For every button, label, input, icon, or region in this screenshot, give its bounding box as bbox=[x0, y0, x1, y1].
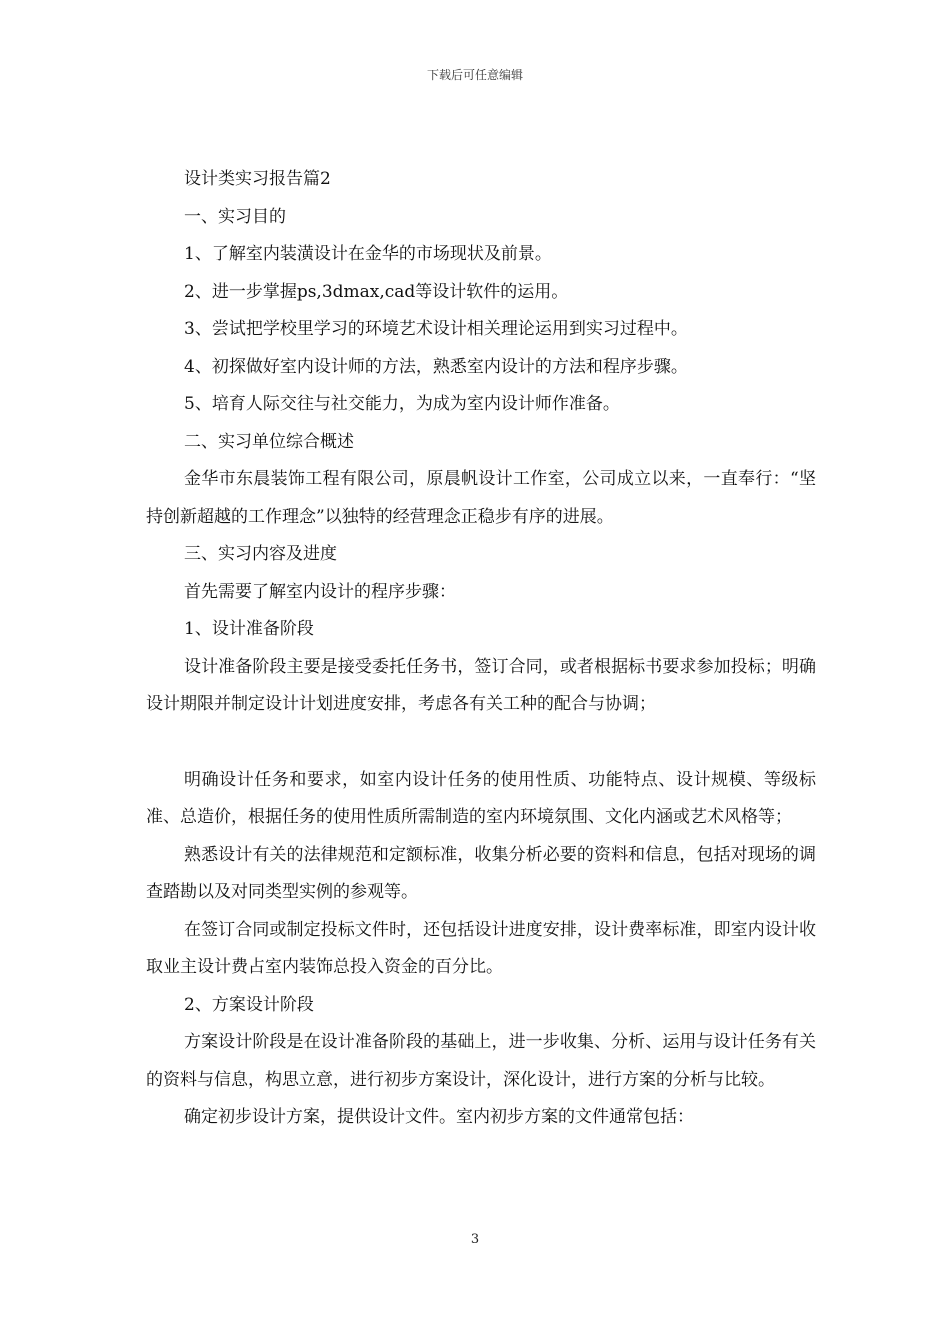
preparation-paragraph-2: 明确设计任务和要求，如室内设计任务的使用性质、功能特点、设计规模、等级标准、总造价，根据任务的使用性质所需制造的室内环境氛围、文化内涵或艺术风格等； bbox=[146, 769, 816, 827]
paragraph-gap bbox=[146, 724, 816, 762]
heading-internship-content: 三、实习内容及进度 bbox=[184, 544, 337, 564]
scheme-design-paragraph-1: 方案设计阶段是在设计准备阶段的基础上，进一步收集、分析、运用与设计任务有关的资料与信息，构思立意，进行初步方案设计，深化设计，进行方案的分析与比较。 bbox=[146, 1032, 816, 1090]
procedure-intro: 首先需要了解室内设计的程序步骤： bbox=[184, 581, 456, 602]
purpose-item-2: 2、进一步掌握ps,3dmax,cad等设计软件的运用。 bbox=[184, 281, 569, 302]
heading-scheme-design-stage: 2、方案设计阶段 bbox=[184, 994, 314, 1015]
preparation-paragraph-3: 熟悉设计有关的法律规范和定额标准，收集分析必要的资料和信息，包括对现场的调查踏勘以及对同类型实例的参观等。 bbox=[146, 844, 816, 902]
purpose-item-3: 3、尝试把学校里学习的环境艺术设计相关理论运用到实习过程中。 bbox=[184, 319, 688, 339]
page-header: 下载后可任意编辑 bbox=[426, 68, 523, 82]
page-number: 3 bbox=[470, 1232, 480, 1247]
section-title: 设计类实习报告篇2 bbox=[184, 169, 331, 189]
heading-company-overview: 二、实习单位综合概述 bbox=[184, 431, 354, 452]
document-body bbox=[146, 161, 816, 1137]
scheme-design-paragraph-2: 确定初步设计方案，提供设计文件。室内初步方案的文件通常包括： bbox=[184, 1107, 694, 1127]
purpose-item-4: 4、初探做好室内设计师的方法，熟悉室内设计的方法和程序步骤。 bbox=[184, 356, 688, 377]
heading-preparation-stage: 1、设计准备阶段 bbox=[184, 619, 314, 639]
company-overview-paragraph: 金华市东晨装饰工程有限公司，原晨帆设计工作室，公司成立以来，一直奉行：“坚持创新超越的工作理念”以独特的经营理念正稳步有序的进展。 bbox=[146, 469, 816, 527]
preparation-paragraph-4: 在签订合同或制定投标文件时，还包括设计进度安排，设计费率标准，即室内设计收取业主设计费占室内装饰总投入资金的百分比。 bbox=[146, 919, 816, 977]
purpose-item-5: 5、培育人际交往与社交能力，为成为室内设计师作准备。 bbox=[184, 394, 620, 414]
purpose-item-1: 1、了解室内装潢设计在金华的市场现状及前景。 bbox=[184, 244, 552, 264]
heading-internship-purpose: 一、实习目的 bbox=[184, 206, 286, 227]
preparation-paragraph-1: 设计准备阶段主要是接受委托任务书，签订合同，或者根据标书要求参加投标；明确设计期限并制定设计计划进度安排，考虑各有关工种的配合与协调； bbox=[146, 656, 816, 714]
